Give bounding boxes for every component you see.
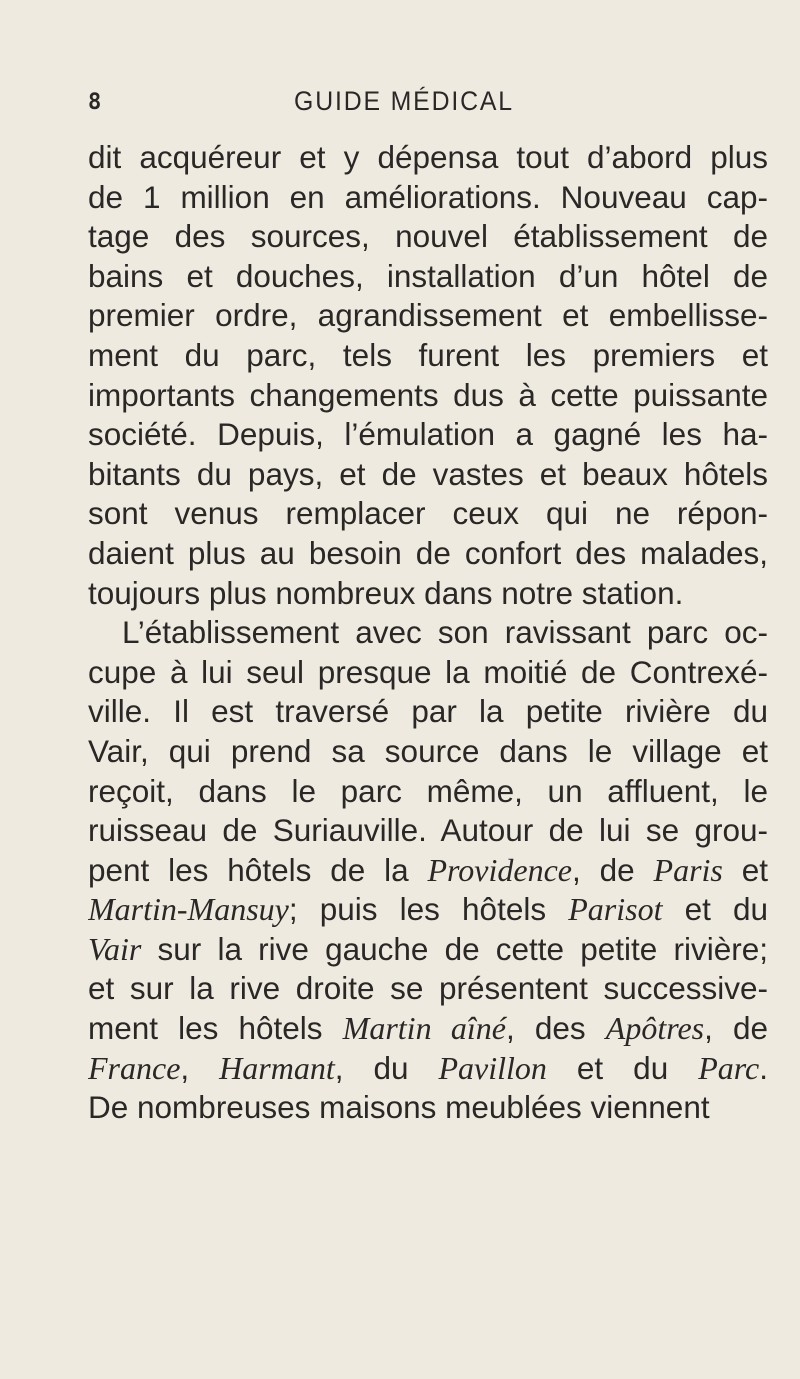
italic-name: Pavillon xyxy=(438,1049,547,1086)
text-line xyxy=(88,376,768,416)
text-line xyxy=(88,772,768,812)
text-run: ; puis les hôtels xyxy=(288,891,569,928)
text-run: , xyxy=(180,1049,220,1086)
text-line xyxy=(88,257,768,297)
text-line xyxy=(88,296,768,336)
text-run: importants changements dus à cette puissante xyxy=(88,376,768,413)
text-run: ment les hôtels xyxy=(88,1010,343,1047)
italic-name: Parisot xyxy=(568,891,663,928)
text-line xyxy=(88,336,768,376)
text-line xyxy=(88,653,768,693)
italic-name: Parc xyxy=(698,1049,760,1086)
text-line xyxy=(88,415,768,455)
text-run: . xyxy=(759,1049,768,1086)
italic-name: Vair xyxy=(88,930,142,967)
text-run: ment du parc, tels furent les premiers et xyxy=(88,336,768,373)
text-run: , de xyxy=(704,1010,768,1047)
text-line xyxy=(88,574,768,614)
text-line xyxy=(88,1049,768,1089)
text-run: , du xyxy=(334,1049,439,1086)
italic-name: Providence xyxy=(427,851,572,888)
text-run: daient plus au besoin de confort des malades, xyxy=(88,534,768,571)
text-run: ruisseau de Suriauville. Autour de lui se grou- xyxy=(88,812,768,849)
text-run: cupe à lui seul presque la moitié de Contrexé- xyxy=(88,653,768,690)
italic-name: Martin-Mansuy xyxy=(88,891,289,928)
text-line xyxy=(88,890,768,930)
text-line xyxy=(88,1009,768,1049)
text-run: bains et douches, installation d’un hôtel de xyxy=(88,257,768,294)
text-line xyxy=(88,138,768,178)
page-number: 8 xyxy=(88,90,102,115)
italic-name: Martin aîné xyxy=(342,1010,507,1047)
italic-name: Apôtres xyxy=(605,1010,705,1047)
body-text xyxy=(88,138,768,1128)
italic-name: Harmant xyxy=(219,1049,335,1086)
running-head: GUIDE MÉDICAL xyxy=(294,86,514,116)
text-run: pent les hôtels de la xyxy=(88,851,428,888)
text-run: et du xyxy=(546,1049,699,1086)
italic-name: France xyxy=(88,1049,181,1086)
text-run: et xyxy=(722,851,768,888)
text-run: L’établissement avec son ravissant parc oc- xyxy=(122,614,768,651)
text-line xyxy=(88,455,768,495)
text-run: bitants du pays, et de vastes et beaux hôtels xyxy=(88,455,768,492)
text-line xyxy=(88,692,768,732)
text-line xyxy=(88,613,768,653)
text-line xyxy=(88,969,768,1009)
text-run: et du xyxy=(662,891,768,928)
text-run: sur la rive gauche de cette petite rivière; xyxy=(141,930,768,967)
text-run: de 1 million en améliorations. Nouveau cap- xyxy=(88,178,768,215)
text-line xyxy=(88,732,768,772)
text-run: et sur la rive droite se présentent successive- xyxy=(88,970,768,1007)
text-run: premier ordre, agrandissement et embellisse- xyxy=(88,297,768,334)
text-run: sont venus remplacer ceux qui ne répon- xyxy=(88,495,768,532)
text-run: ville. Il est traversé par la petite rivière du xyxy=(88,693,768,730)
text-run: Vair, qui prend sa source dans le village et xyxy=(88,732,768,769)
text-run: De nombreuses maisons meublées viennent xyxy=(88,1089,710,1126)
text-line xyxy=(88,534,768,574)
text-line xyxy=(88,217,768,257)
text-run: reçoit, dans le parc même, un affluent, le xyxy=(88,772,768,809)
text-run: société. Depuis, l’émulation a gagné les ha- xyxy=(88,416,768,453)
text-run: tage des sources, nouvel établissement de xyxy=(88,218,768,255)
text-line xyxy=(88,811,768,851)
italic-name: Paris xyxy=(653,851,723,888)
text-line xyxy=(88,178,768,218)
text-run: , de xyxy=(572,851,654,888)
text-line xyxy=(88,930,768,970)
text-run: dit acquéreur et y dépensa tout d’abord plus xyxy=(88,139,768,175)
text-line xyxy=(88,494,768,534)
text-line xyxy=(88,851,768,891)
text-line xyxy=(88,1088,768,1128)
text-run: toujours plus nombreux dans notre station. xyxy=(88,574,684,611)
text-run: , des xyxy=(506,1010,606,1047)
page-header xyxy=(88,86,720,126)
